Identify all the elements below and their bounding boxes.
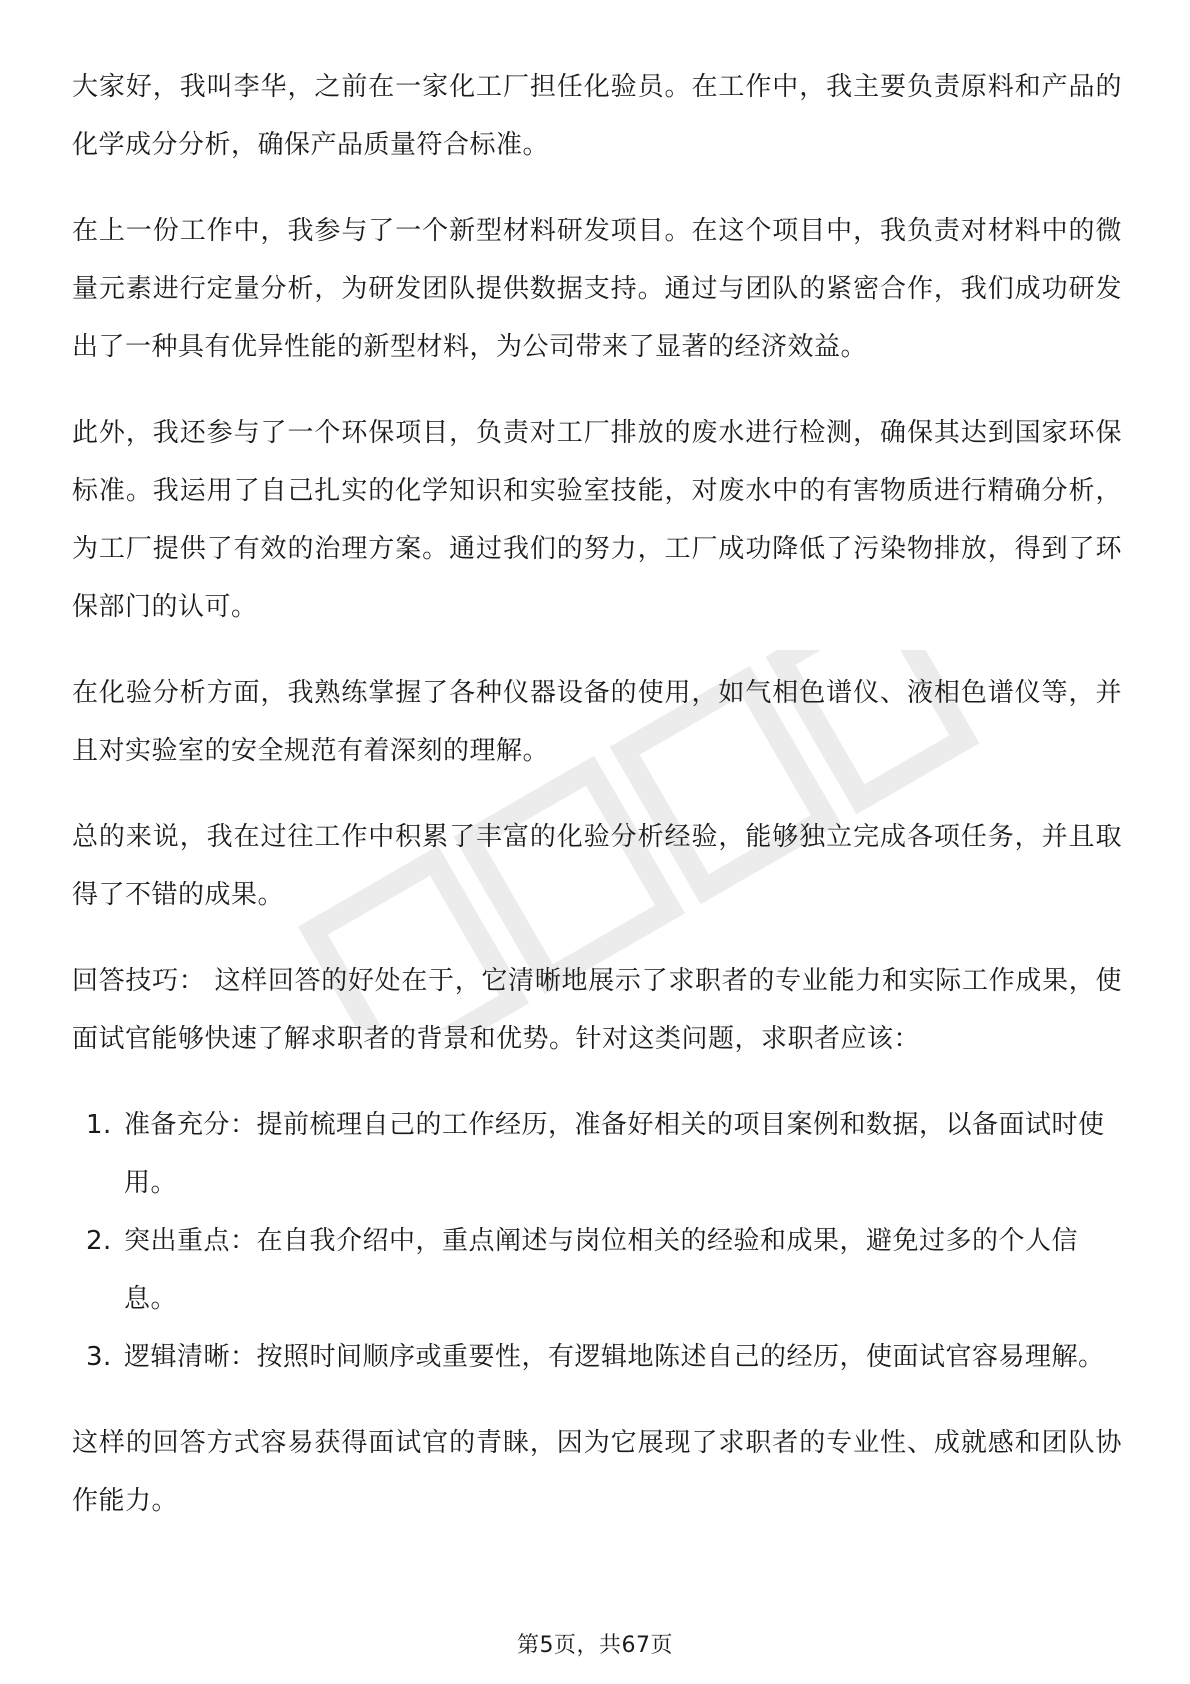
list-item-text: 突出重点：在自我介绍中，重点阐述与岗位相关的经验和成果，避免过多的个人信息。 <box>124 1226 1079 1314</box>
list-item-number: 3. <box>86 1342 112 1372</box>
paragraph-skills: 在化验分析方面，我熟练掌握了各种仪器设备的使用，如气相色谱仪、液相色谱仪等，并且对实验室的安全规范有着深刻的理解。 <box>72 678 1122 766</box>
paragraph-summary: 总的来说，我在过往工作中积累了丰富的化验分析经验，能够独立完成各项任务，并且取得了不错的成果。 <box>72 822 1122 910</box>
list-item <box>72 1096 1122 1212</box>
list-item-number: 2. <box>86 1226 112 1256</box>
list-item-text: 准备充分：提前梳理自己的工作经历，准备好相关的项目案例和数据，以备面试时使用。 <box>124 1110 1105 1198</box>
paragraph-closing: 这样的回答方式容易获得面试官的青睐，因为它展现了求职者的专业性、成就感和团队协作能力。 <box>72 1428 1122 1516</box>
paragraph-project-rd: 在上一份工作中，我参与了一个新型材料研发项目。在这个项目中，我负责对材料中的微量元素进行定量分析，为研发团队提供数据支持。通过与团队的紧密合作，我们成功研发出了一种具有优异性能的新型材料，为公司带来了显著的经济效益。 <box>72 216 1122 362</box>
tips-list <box>72 1096 1122 1386</box>
document-body <box>72 58 1122 1558</box>
page-number: 第5页，共67页 <box>517 1633 673 1658</box>
list-item <box>72 1212 1122 1328</box>
paragraph-intro: 大家好，我叫李华，之前在一家化工厂担任化验员。在工作中，我主要负责原料和产品的化学成分分析，确保产品质量符合标准。 <box>72 72 1122 160</box>
paragraph-answer-tips: 回答技巧： 这样回答的好处在于，它清晰地展示了求职者的专业能力和实际工作成果，使面试官能够快速了解求职者的背景和优势。针对这类问题，求职者应该： <box>72 966 1122 1054</box>
list-item <box>72 1328 1122 1386</box>
list-item-text: 逻辑清晰：按照时间顺序或重要性，有逻辑地陈述自己的经历，使面试官容易理解。 <box>124 1342 1105 1372</box>
paragraph-project-env: 此外，我还参与了一个环保项目，负责对工厂排放的废水进行检测，确保其达到国家环保标准。我运用了自己扎实的化学知识和实验室技能，对废水中的有害物质进行精确分析，为工厂提供了有效的治理方案。通过我们的努力，工厂成功降低了污染物排放，得到了环保部门的认可。 <box>72 418 1122 622</box>
list-item-number: 1. <box>86 1110 112 1140</box>
